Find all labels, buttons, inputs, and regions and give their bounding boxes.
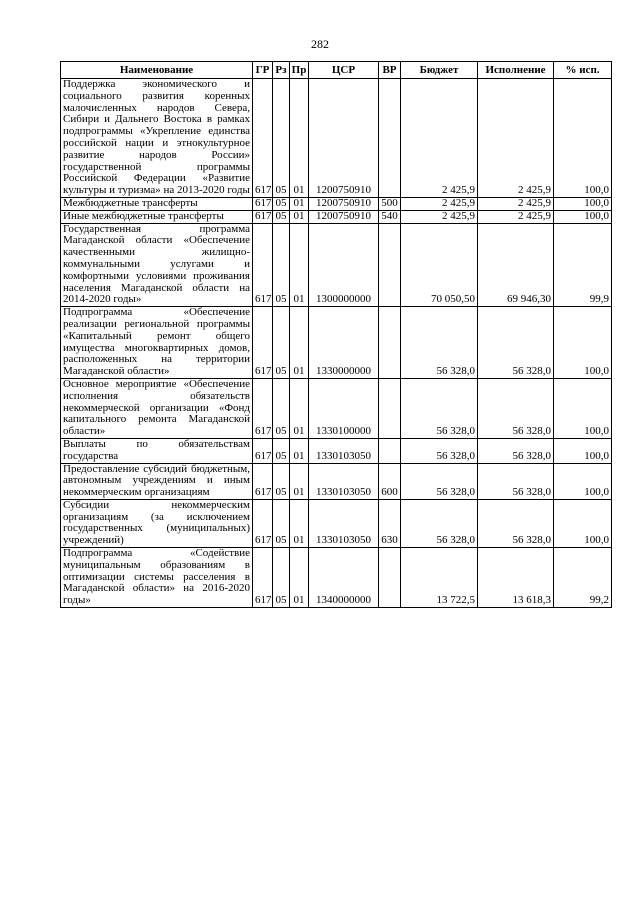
row-pr: 01 bbox=[290, 499, 309, 547]
row-rz: 05 bbox=[273, 548, 290, 608]
row-name: Поддержка экономического и социального развития коренных малочисленных народов Севера, Сибири и Дальнего Востока в рамках подпрограммы «Укрепление единства российской нации и этнокультурное развитие народов России» государственной программы Российской Федерации «Развитие культуры и туризма» на 2013-2020 годы bbox=[61, 79, 253, 198]
row-gr: 617 bbox=[253, 223, 273, 307]
row-pr: 01 bbox=[290, 79, 309, 198]
row-name: Государственная программа Магаданской области «Обеспечение качественными жилищно-коммунальными услугами и комфортными условиями проживания населения Магаданской области на 2014-2020 годы» bbox=[61, 223, 253, 307]
row-execution: 2 425,9 bbox=[478, 197, 554, 210]
row-budget: 56 328,0 bbox=[401, 438, 478, 463]
row-gr: 617 bbox=[253, 548, 273, 608]
table-row bbox=[61, 210, 612, 223]
row-budget: 56 328,0 bbox=[401, 378, 478, 438]
table-row bbox=[61, 197, 612, 210]
table-row bbox=[61, 463, 612, 499]
table-row bbox=[61, 307, 612, 379]
row-budget: 56 328,0 bbox=[401, 463, 478, 499]
row-csr: 1330103050 bbox=[309, 438, 379, 463]
table-row bbox=[61, 499, 612, 547]
row-percent: 99,9 bbox=[554, 223, 612, 307]
row-name: Подпрограмма «Обеспечение реализации региональной программы «Капитальный ремонт общего имущества многоквартирных домов, расположенных на территории Магаданской области» bbox=[61, 307, 253, 379]
row-gr: 617 bbox=[253, 499, 273, 547]
row-name: Межбюджетные трансферты bbox=[61, 197, 253, 210]
row-gr: 617 bbox=[253, 79, 273, 198]
row-name: Основное мероприятие «Обеспечение исполнения обязательств некоммерческой организации «Фонд капитального ремонта Магаданской области» bbox=[61, 378, 253, 438]
row-rz: 05 bbox=[273, 438, 290, 463]
row-execution: 69 946,30 bbox=[478, 223, 554, 307]
row-csr: 1300000000 bbox=[309, 223, 379, 307]
row-execution: 56 328,0 bbox=[478, 463, 554, 499]
row-execution: 56 328,0 bbox=[478, 307, 554, 379]
row-execution: 56 328,0 bbox=[478, 499, 554, 547]
row-vr bbox=[379, 79, 401, 198]
table-row bbox=[61, 223, 612, 307]
row-execution: 2 425,9 bbox=[478, 210, 554, 223]
row-name: Иные межбюджетные трансферты bbox=[61, 210, 253, 223]
row-percent: 100,0 bbox=[554, 79, 612, 198]
row-budget: 13 722,5 bbox=[401, 548, 478, 608]
table-row bbox=[61, 79, 612, 198]
row-vr bbox=[379, 438, 401, 463]
header-csr: ЦСР bbox=[309, 62, 379, 79]
row-pr: 01 bbox=[290, 548, 309, 608]
row-vr bbox=[379, 378, 401, 438]
row-csr: 1330100000 bbox=[309, 378, 379, 438]
row-rz: 05 bbox=[273, 463, 290, 499]
header-pr: Пр bbox=[290, 62, 309, 79]
row-rz: 05 bbox=[273, 499, 290, 547]
header-budget: Бюджет bbox=[401, 62, 478, 79]
row-execution: 2 425,9 bbox=[478, 79, 554, 198]
row-vr bbox=[379, 223, 401, 307]
row-gr: 617 bbox=[253, 197, 273, 210]
row-pr: 01 bbox=[290, 307, 309, 379]
row-budget: 70 050,50 bbox=[401, 223, 478, 307]
row-pr: 01 bbox=[290, 378, 309, 438]
row-rz: 05 bbox=[273, 307, 290, 379]
row-percent: 100,0 bbox=[554, 197, 612, 210]
row-percent: 100,0 bbox=[554, 210, 612, 223]
header-rz: Рз bbox=[273, 62, 290, 79]
row-name: Предоставление субсидий бюджетным, автономным учреждениям и иным некоммерческим организациям bbox=[61, 463, 253, 499]
row-percent: 100,0 bbox=[554, 438, 612, 463]
row-execution: 56 328,0 bbox=[478, 378, 554, 438]
row-budget: 56 328,0 bbox=[401, 307, 478, 379]
row-pr: 01 bbox=[290, 223, 309, 307]
row-rz: 05 bbox=[273, 223, 290, 307]
table-row bbox=[61, 438, 612, 463]
row-gr: 617 bbox=[253, 307, 273, 379]
row-percent: 99,2 bbox=[554, 548, 612, 608]
row-budget: 2 425,9 bbox=[401, 79, 478, 198]
table-body bbox=[61, 79, 612, 608]
header-name: Наименование bbox=[61, 62, 253, 79]
row-name: Выплаты по обязательствам государства bbox=[61, 438, 253, 463]
row-gr: 617 bbox=[253, 378, 273, 438]
row-execution: 13 618,3 bbox=[478, 548, 554, 608]
header-vr: ВР bbox=[379, 62, 401, 79]
row-execution: 56 328,0 bbox=[478, 438, 554, 463]
row-budget: 2 425,9 bbox=[401, 197, 478, 210]
row-vr: 500 bbox=[379, 197, 401, 210]
row-pr: 01 bbox=[290, 197, 309, 210]
table-row bbox=[61, 548, 612, 608]
row-percent: 100,0 bbox=[554, 499, 612, 547]
row-csr: 1330103050 bbox=[309, 463, 379, 499]
header-gr: ГР bbox=[253, 62, 273, 79]
row-csr: 1330000000 bbox=[309, 307, 379, 379]
row-rz: 05 bbox=[273, 378, 290, 438]
row-budget: 56 328,0 bbox=[401, 499, 478, 547]
row-pr: 01 bbox=[290, 210, 309, 223]
row-name: Подпрограмма «Содействие муниципальным образованиям в оптимизации системы расселения в Магаданской области» на 2016-2020 годы» bbox=[61, 548, 253, 608]
header-execution: Исполнение bbox=[478, 62, 554, 79]
row-pr: 01 bbox=[290, 438, 309, 463]
row-pr: 01 bbox=[290, 463, 309, 499]
header-percent: % исп. bbox=[554, 62, 612, 79]
row-vr bbox=[379, 307, 401, 379]
row-csr: 1330103050 bbox=[309, 499, 379, 547]
row-vr bbox=[379, 548, 401, 608]
row-csr: 1340000000 bbox=[309, 548, 379, 608]
row-vr: 630 bbox=[379, 499, 401, 547]
row-csr: 1200750910 bbox=[309, 197, 379, 210]
page-number: 282 bbox=[311, 37, 329, 51]
row-csr: 1200750910 bbox=[309, 210, 379, 223]
row-vr: 600 bbox=[379, 463, 401, 499]
row-gr: 617 bbox=[253, 463, 273, 499]
row-gr: 617 bbox=[253, 438, 273, 463]
row-percent: 100,0 bbox=[554, 463, 612, 499]
table-header-row bbox=[61, 62, 612, 79]
row-rz: 05 bbox=[273, 210, 290, 223]
table-row bbox=[61, 378, 612, 438]
row-rz: 05 bbox=[273, 197, 290, 210]
row-name: Субсидии некоммерческим организациям (за исключением государственных (муниципальных) учреждений) bbox=[61, 499, 253, 547]
row-gr: 617 bbox=[253, 210, 273, 223]
row-vr: 540 bbox=[379, 210, 401, 223]
budget-execution-table bbox=[60, 61, 612, 608]
row-csr: 1200750910 bbox=[309, 79, 379, 198]
row-rz: 05 bbox=[273, 79, 290, 198]
row-percent: 100,0 bbox=[554, 378, 612, 438]
row-budget: 2 425,9 bbox=[401, 210, 478, 223]
row-percent: 100,0 bbox=[554, 307, 612, 379]
